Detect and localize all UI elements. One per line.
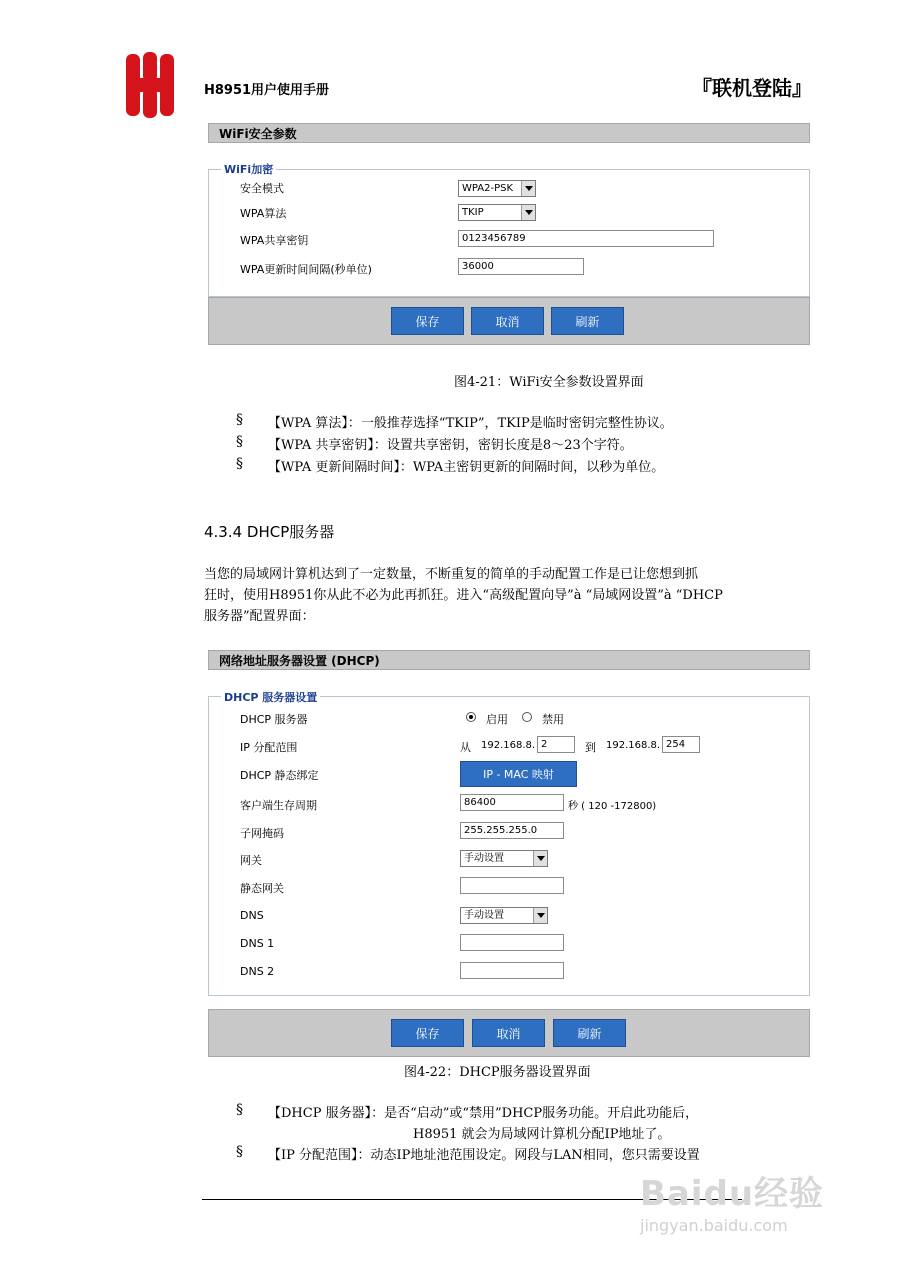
ip-range-to: 到 [585, 741, 596, 754]
bullet-mark: § [236, 434, 243, 450]
ip-range-prefix-start: 192.168.8. [481, 740, 536, 751]
wpa-interval-input[interactable]: 36000 [458, 258, 584, 275]
bullet-dhcp-server-line1: 【DHCP 服务器】：是否“启动”或“禁用”DHCP服务功能。开启此功能后， [268, 1106, 699, 1121]
dhcp-save-button[interactable]: 保存 [391, 1019, 464, 1047]
paragraph-line-1: 当您的局域网计算机达到了一定数量，不断重复的简单的手动配置工作是已让您想到抓 [204, 567, 699, 582]
bullet-mark: § [236, 1102, 243, 1118]
doc-title: H8951用户使用手册 [204, 83, 330, 98]
section-heading: 4.3.4 DHCP服务器 [204, 523, 335, 541]
chevron-down-icon [521, 205, 535, 220]
security-mode-value: WPA2-PSK [462, 183, 514, 194]
dns1-label: DNS 1 [240, 937, 275, 950]
ip-range-label: IP 分配范围 [240, 741, 298, 754]
wifi-refresh-button[interactable]: 刷新 [551, 307, 624, 335]
chapter-title: 『联机登陆』 [692, 76, 812, 100]
wifi-save-button[interactable]: 保存 [391, 307, 464, 335]
chevron-down-icon [521, 181, 535, 196]
gateway-select[interactable] [460, 850, 548, 867]
bullet-wpa-key: 【WPA 共享密钥】：设置共享密钥，密钥长度是8～23个字符。 [268, 438, 633, 453]
wifi-legend: WiFi加密 [221, 161, 276, 177]
dhcp-enable-label: 启用 [486, 713, 508, 726]
wpa-interval-label: WPA更新时间间隔(秒单位) [240, 263, 372, 276]
paragraph-line-3: 服务器”配置界面： [204, 609, 315, 624]
bullet-mark: § [236, 456, 243, 472]
security-mode-select[interactable] [458, 180, 536, 197]
wifi-cancel-button[interactable]: 取消 [471, 307, 544, 335]
dhcp-refresh-button[interactable]: 刷新 [553, 1019, 626, 1047]
bullet-dhcp-server-line2: H8951 就会为局域网计算机分配IP地址了。 [413, 1127, 671, 1142]
bullet-mark: § [236, 412, 243, 428]
chevron-down-icon [533, 908, 547, 923]
wpa-algo-select[interactable] [458, 204, 536, 221]
figure-caption-4-22: 图4-22：DHCP服务器设置界面 [404, 1065, 591, 1080]
ip-mac-map-button[interactable]: IP - MAC 映射 [460, 761, 577, 787]
subnet-mask-input[interactable]: 255.255.255.0 [460, 822, 564, 839]
figure-caption-4-21: 图4-21：WiFi安全参数设置界面 [454, 375, 644, 390]
bullet-wpa-algo: 【WPA 算法】：一般推荐选择“TKIP”，TKIP是临时密钥完整性协议。 [268, 416, 673, 431]
watermark-brand: Baidu经验 [640, 1174, 825, 1214]
ip-range-start-input[interactable]: 2 [537, 736, 575, 753]
wpa-algo-label: WPA算法 [240, 207, 287, 220]
lease-unit: 秒 ( 120 -172800) [568, 801, 657, 812]
watermark-url: jingyan.baidu.com [640, 1216, 788, 1235]
security-mode-label: 安全模式 [240, 182, 284, 195]
dhcp-server-label: DHCP 服务器 [240, 713, 308, 726]
lease-input[interactable]: 86400 [460, 794, 564, 811]
chevron-down-icon [533, 851, 547, 866]
dns2-input[interactable] [460, 962, 564, 979]
ip-range-end-input[interactable]: 254 [662, 736, 700, 753]
dns1-input[interactable] [460, 934, 564, 951]
bullet-ip-range: 【IP 分配范围】：动态IP地址池范围设定。网段与LAN相同，您只需要设置 [268, 1148, 700, 1163]
dhcp-enable-radio[interactable] [466, 712, 476, 722]
dhcp-disable-label: 禁用 [542, 713, 564, 726]
dhcp-panel-title: 网络地址服务器设置 (DHCP) [208, 650, 810, 670]
ip-range-from: 从 [460, 741, 471, 754]
bullet-wpa-interval: 【WPA 更新间隔时间】：WPA主密钥更新的间隔时间，以秒为单位。 [268, 460, 665, 475]
dns-label: DNS [240, 909, 264, 922]
lease-label: 客户端生存周期 [240, 799, 317, 812]
dhcp-legend: DHCP 服务器设置 [221, 689, 320, 705]
bullet-mark: § [236, 1144, 243, 1160]
static-gateway-input[interactable] [460, 877, 564, 894]
wpa-key-label: WPA共享密钥 [240, 234, 309, 247]
ip-range-prefix-end: 192.168.8. [606, 740, 661, 751]
paragraph-line-2: 狂时，使用H8951你从此不必为此再抓狂。进入“高级配置向导”à “局域网设置”à “DHCP [204, 588, 723, 603]
wifi-panel-title: WiFi安全参数 [208, 123, 810, 143]
dhcp-cancel-button[interactable]: 取消 [472, 1019, 545, 1047]
wpa-algo-value: TKIP [462, 207, 484, 218]
dns2-label: DNS 2 [240, 965, 275, 978]
dns-value: 手动设置 [464, 910, 504, 921]
dhcp-disable-radio[interactable] [522, 712, 532, 722]
company-logo [126, 52, 174, 118]
gateway-value: 手动设置 [464, 853, 504, 864]
subnet-mask-label: 子网掩码 [240, 827, 284, 840]
static-gateway-label: 静态网关 [240, 882, 284, 895]
dns-select[interactable] [460, 907, 548, 924]
static-bind-label: DHCP 静态绑定 [240, 769, 319, 782]
gateway-label: 网关 [240, 854, 262, 867]
wpa-key-input[interactable]: 0123456789 [458, 230, 714, 247]
